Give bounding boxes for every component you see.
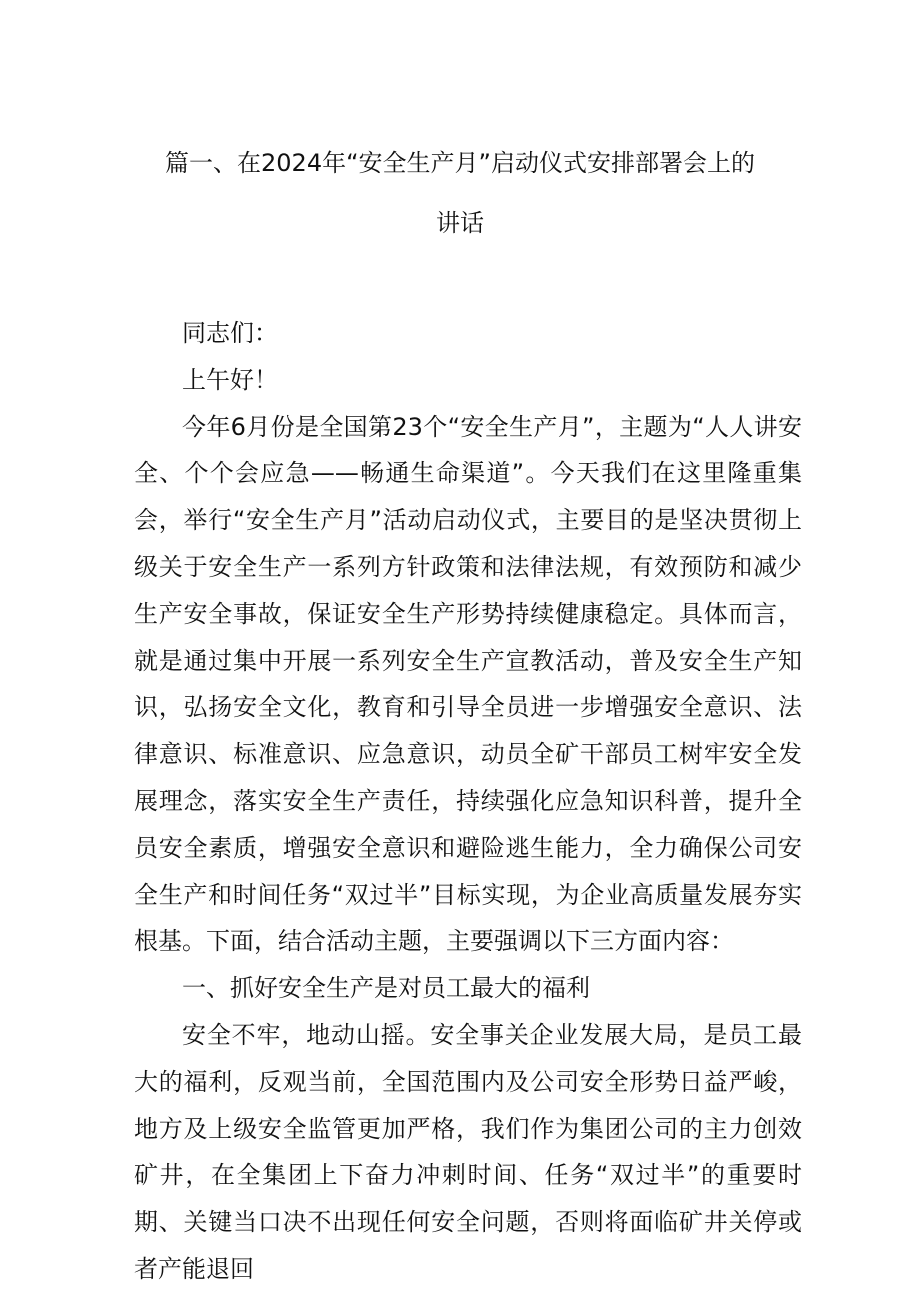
document-title-line-1: 篇一、在2024年“安全生产月”启动仪式安排部署会上的 xyxy=(165,149,755,177)
body-paragraph: 安全不牢，地动山摇。安全事关企业发展大局，是员工最大的福利，反观当前，全国范围内及公司安全形势日益严峻，地方及上级安全监管更加严格，我们作为集团公司的主力创效矿井，在全集团上下奋力冲刺时间、任务“双过半”的重要时期、关键当口决不出现任何安全问题，否则将面临矿井关停或者产能退回 xyxy=(134,1020,802,1283)
document-title-line-2: 讲话 xyxy=(436,209,484,237)
body-paragraph: 今年6月份是全国第23个“安全生产月”，主题为“人人讲安全、个个会应急——畅通生命渠道”。今天我们在这里隆重集会，举行“安全生产月”活动启动仪式，主要目的是坚决贯彻上级关于安全生产一系列方针政策和法律法规，有效预防和减少生产安全事故，保证安全生产形势持续健康稳定。具体而言，就是通过集中开展一系列安全生产宣教活动，普及安全生产知识，弘扬安全文化，教育和引导全员进一步增强安全意识、法律意识、标准意识、应急意识，动员全矿干部员工树牢安全发展理念，落实安全生产责任，持续强化应急知识科普，提升全员安全素质，增强安全意识和避险逃生能力，全力确保公司安全生产和时间任务“双过半”目标实现，为企业高质量发展夯实根基。下面，结合活动主题，主要强调以下三方面内容： xyxy=(134,412,802,956)
greeting: 上午好！ xyxy=(182,365,278,394)
document-body xyxy=(134,310,802,1293)
salutation: 同志们： xyxy=(182,319,278,347)
section-heading-1: 一、抓好安全生产是对员工最大的福利 xyxy=(182,974,590,1003)
